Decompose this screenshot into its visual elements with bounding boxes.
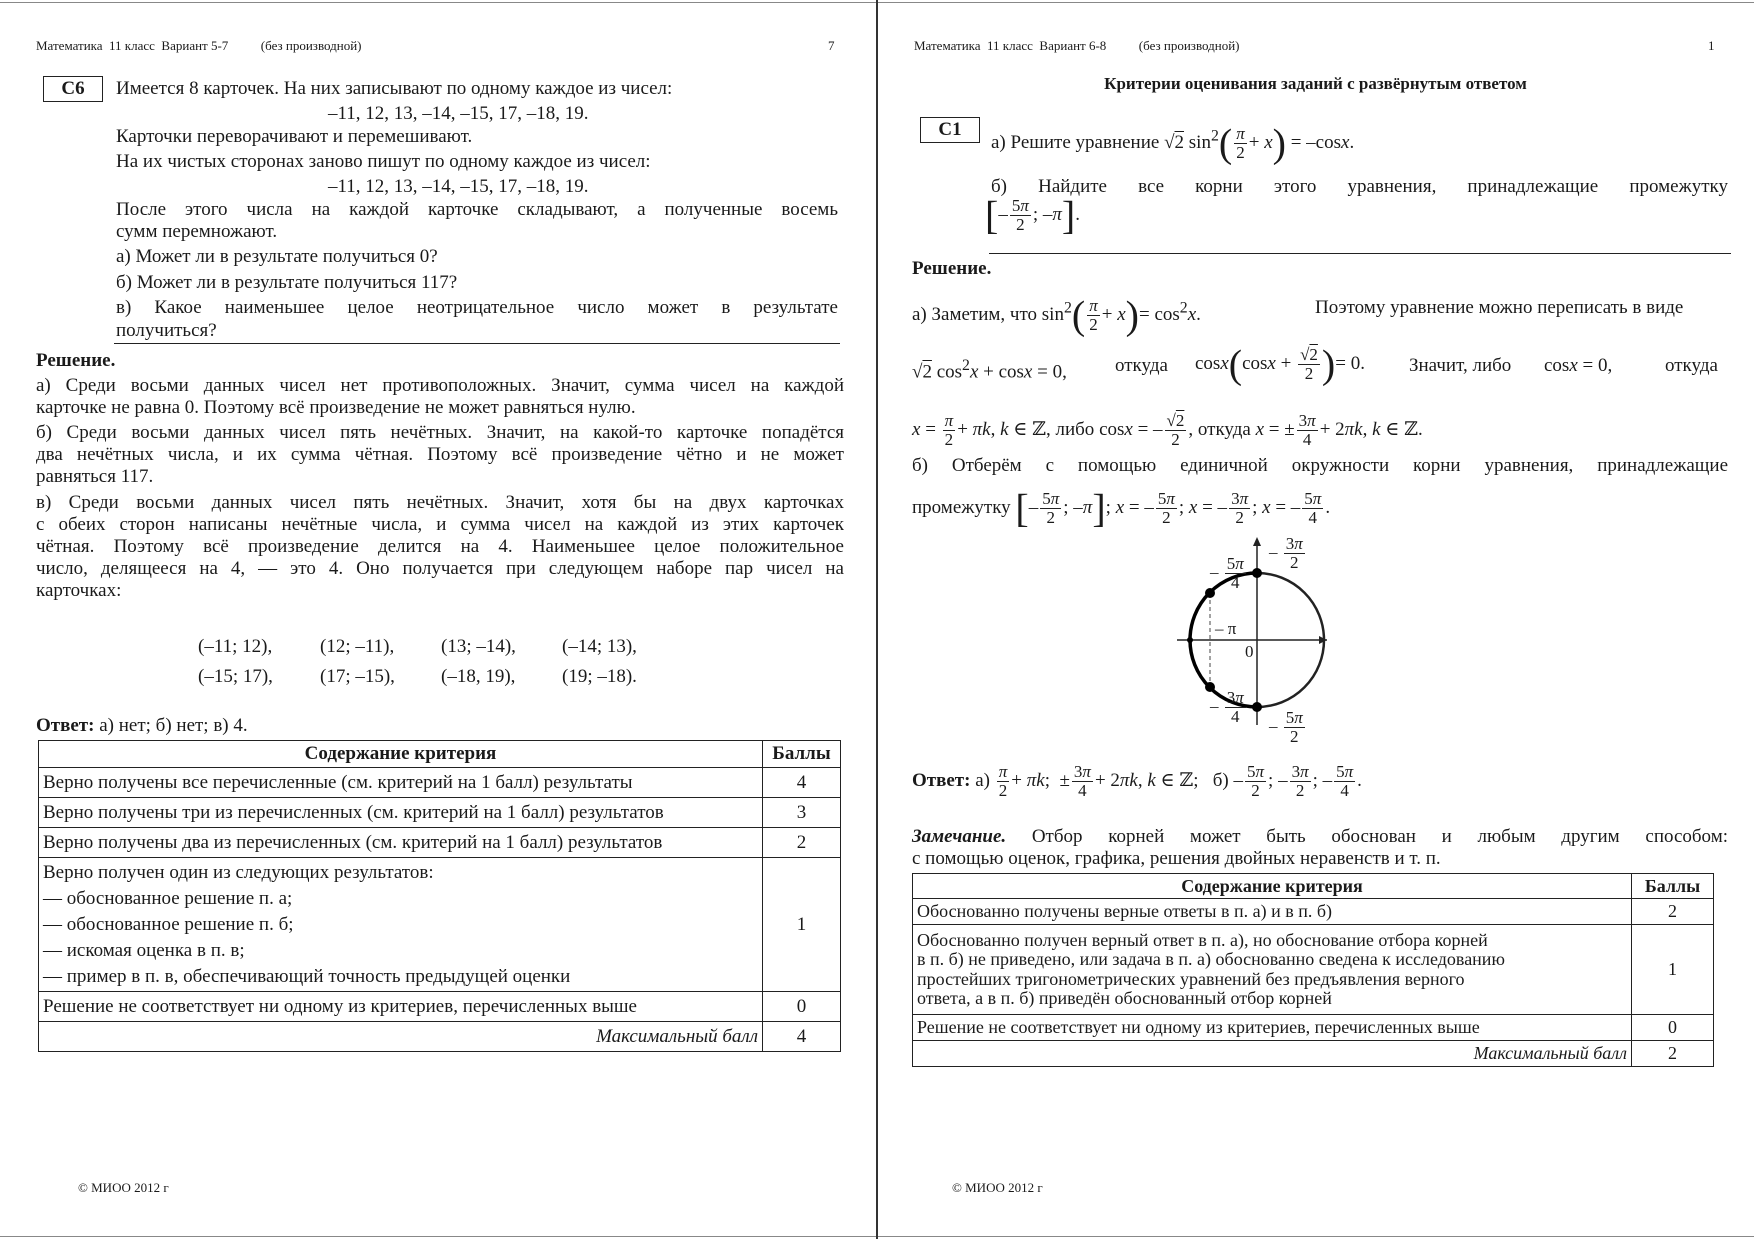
max-score-label: Максимальный балл [39, 1022, 763, 1052]
y-axis-arrow [1253, 537, 1261, 546]
table-row [913, 925, 1714, 1015]
part-a-equation: √2 $\sin^2$( $\frac{\pi}{2}$ + x) = –cosx. [1164, 120, 1355, 166]
table-row [39, 858, 841, 992]
sol-a2-cos-zero: cosx = 0, [1544, 355, 1613, 376]
criterion-line: — пример в п. в, обеспечивающий точность предыдущей оценки [43, 965, 571, 987]
left-answer-label: Ответ: [36, 715, 95, 736]
left-header: Математика 11 класс Вариант 5-7 (без производной) [36, 38, 362, 53]
left-page-number: 7 [828, 38, 835, 53]
sol-a2-whence2: откуда [1665, 355, 1718, 376]
remark-line2: с помощью оценок, графика, решения двойных неравенств и т. п. [912, 848, 1441, 869]
point-minus-3pi-2 [1252, 568, 1262, 578]
sol-a3-whence: откуда [1197, 418, 1251, 440]
pair: (19; –18). [562, 666, 637, 687]
part-b-interval: [– $\frac{5\pi}{2}$ ; –π]. [985, 192, 1080, 238]
solution-a-line: а) Среди восьми данных чисел нет противоположных. Значит, сумма чисел на каждой [36, 375, 844, 396]
solution-a-line3: x = $\frac{\pi}{2}$ + πk, k ∈ ℤ, либо cosx = – $\frac{√2}{2}$ , откуда x = ± $\frac{3\pi}{4}$ + 2πk, k ∈ ℤ. [912, 411, 1423, 449]
criterion-points: 3 [763, 798, 841, 828]
criterion-text: Верно получены все перечисленные (см. критерий на 1 балл) результаты [39, 768, 763, 798]
solution-c-line: с обеих сторон написаны нечётные числа, и сумма чисел на каждой из этих карточек [36, 514, 844, 535]
minus-pi-label: – π [1215, 619, 1237, 638]
problem-line: Имеется 8 карточек. На них записывают по одному каждое из чисел: [116, 78, 673, 99]
solution-a-line: карточке не равна 0. Поэтому всё произведение не может равняться нулю. [36, 397, 636, 418]
sol-a2-factored: cosx(cosx + $\frac{√2}{2}$ )= 0. [1195, 341, 1365, 387]
solution-b-line: равняться 117. [36, 466, 154, 487]
solution-c-line: чётная. Поэтому всё произведение делится на 4. Наименьшее целое положительное [36, 536, 844, 557]
criterion-text: Решение не соответствует ни одному из критериев, перечисленных выше [39, 992, 763, 1022]
criterion-text: Обоснованно получены верные ответы в п. а) и в п. б) [913, 899, 1632, 925]
right-answer: Ответ: а) $\frac{\pi}{2}$ + πk; ± $\frac{3\pi}{4}$ + 2πk, k ∈ ℤ; б) – $\frac{5\pi}{2}$ ; – $\frac{3\pi}{2}$ ; – $\frac{5\pi}{4}$ . [912, 762, 1362, 800]
table-row [913, 899, 1714, 925]
table-row [39, 798, 841, 828]
criteria-title: Критерии оценивания заданий с развёрнутым ответом [1104, 74, 1527, 93]
header-points: Баллы [1632, 874, 1714, 899]
solution-a-line1: а) Заметим, что $\sin^2$( $\frac{\pi}{2}$ + $x)= \cos^2x$. [912, 292, 1201, 338]
remark-line1 [912, 826, 1728, 848]
problem-line: После этого числа на каждой карточке складывают, а полученные восемь [116, 199, 838, 220]
header-content: Содержание критерия [39, 741, 763, 768]
left-page [0, 0, 876, 1239]
criterion-points: 2 [1632, 899, 1714, 925]
left-criteria-table [38, 740, 841, 1052]
criterion-points: 0 [1632, 1015, 1714, 1041]
part-a-text: а) Решите уравнение [991, 131, 1160, 153]
criterion-text [913, 925, 1632, 1015]
table-header-row [39, 741, 841, 768]
right-page [877, 0, 1754, 1239]
problem-line: Карточки переворачивают и перемешивают. [116, 126, 473, 147]
problem-line: а) Может ли в результате получиться 0? [116, 246, 438, 267]
criterion-text [39, 858, 763, 992]
pair: (17; –15), [320, 666, 395, 687]
right-answer-label: Ответ: [912, 769, 971, 791]
criterion-line: — обоснованное решение п. б; [43, 913, 294, 935]
solution-c-line: число, делящееся на 4, — это 4. Оно получается при следующем наборе пар чисел на [36, 558, 844, 579]
table-row [39, 828, 841, 858]
criterion-line: — обоснованное решение п. а; [43, 887, 293, 909]
table-max-row [39, 1022, 841, 1052]
pair: (–18, 19), [441, 666, 516, 687]
solution-b-line: б) Среди восьми данных чисел пять нечётных. Значит, на какой-то карточке попадётся [36, 422, 844, 443]
header-content: Содержание критерия [913, 874, 1632, 899]
max-score-value: 4 [763, 1022, 841, 1052]
header-points: Баллы [763, 741, 841, 768]
label-minus-5pi-4: – $\frac{5\pi}{4}$ [1210, 554, 1244, 592]
part-a [991, 120, 1355, 166]
solution-a-line2: √2 $\cos^2x + \cos x = 0$, [912, 357, 1067, 383]
left-answer-text: а) нет; б) нет; в) 4. [94, 715, 248, 736]
criterion-line: Верно получен один из следующих результатов: [43, 861, 434, 883]
left-solution-heading: Решение. [36, 350, 116, 371]
criterion-text: Решение не соответствует ни одному из критериев, перечисленных выше [913, 1015, 1632, 1041]
table-header-row [913, 874, 1714, 899]
right-header: Математика 11 класс Вариант 6-8 (без производной) [914, 38, 1240, 53]
sol-a-prefix: а) Заметим, что [912, 303, 1038, 325]
table-row [39, 768, 841, 798]
criterion-text: Верно получены три из перечисленных (см. критерий на 1 балл) результатов [39, 798, 763, 828]
part-b-line: б) Найдите все корни этого уравнения, принадлежащие промежутку [991, 176, 1728, 197]
problem-line: сумм перемножают. [116, 221, 278, 242]
solution-c-line: в) Среди восьми данных чисел пять нечётных. Значит, хотя бы на двух карточках [36, 492, 844, 513]
max-score-value: 2 [1632, 1041, 1714, 1067]
solution-c-line: карточках: [36, 580, 122, 601]
pair: (–14; 13), [562, 636, 637, 657]
pair: (12; –11), [320, 636, 395, 657]
pair: (13; –14), [441, 636, 516, 657]
table-row [913, 1015, 1714, 1041]
label-minus-3pi-2: – $\frac{3\pi}{2}$ [1269, 534, 1303, 572]
sol-a3-either: либо [1055, 418, 1095, 440]
origin-label: 0 [1245, 642, 1254, 661]
criterion-line: — искомая оценка в п. в; [43, 939, 245, 961]
criterion-points: 0 [763, 992, 841, 1022]
problem-line: –11, 12, 13, –14, –15, 17, –18, 19. [328, 176, 589, 197]
sol-a2-thus: Значит, либо [1409, 355, 1512, 376]
label-minus-3pi-4: – $\frac{3\pi}{4}$ [1210, 688, 1244, 726]
pair: (–11; 12), [198, 636, 273, 657]
pair: (–15; 17), [198, 666, 273, 687]
criterion-points: 2 [763, 828, 841, 858]
right-task-label: С1 [920, 117, 980, 143]
problem-line: получиться? [116, 320, 217, 341]
left-answer [36, 715, 248, 737]
right-solution-heading: Решение. [912, 258, 992, 279]
left-task-label: С6 [43, 76, 103, 102]
criterion-line: простейших тригонометрических уравнений без предъявления верного [917, 968, 1465, 989]
left-footer: © МИОО 2012 г [78, 1180, 169, 1195]
problem-divider [114, 343, 840, 344]
problem-line: б) Может ли в результате получиться 117? [116, 272, 458, 293]
problem-line: в) Какое наименьшее целое неотрицательное число может в результате [116, 297, 838, 318]
problem-line: –11, 12, 13, –14, –15, 17, –18, 19. [328, 103, 589, 124]
sol-b-line2: промежутку [– $\frac{5\pi}{2}$ ; –π]; x = – $\frac{5\pi}{2}$ ; x = – $\frac{3\pi}{2}$ ; x = – $\frac{5\pi}{4}$ . [912, 485, 1331, 531]
table-max-row [913, 1041, 1714, 1067]
remark-text: Отбор корней может быть обоснован и любым другим способом: [1031, 826, 1728, 847]
table-row [39, 992, 841, 1022]
point-minus-pi [1187, 637, 1193, 643]
solution-b-line: два нечётных числа, и их сумма чётная. Поэтому всё произведение чётно и не может [36, 444, 844, 465]
problem-line: На их чистых сторонах заново пишут по одному каждое из чисел: [116, 151, 651, 172]
criterion-line: в п. б) не приведено, или задача в п. а) обоснованно сведена к исследованию [917, 949, 1505, 969]
criterion-line: ответа, а в п. б) приведён обоснованный отбор корней [917, 988, 1332, 1008]
sol-b-interval-label: промежутку [912, 496, 1011, 518]
max-score-label: Максимальный балл [913, 1041, 1632, 1067]
label-minus-5pi-2: – $\frac{5\pi}{2}$ [1269, 708, 1303, 746]
remark-label: Замечание. [912, 826, 1007, 847]
point-minus-5pi-2 [1252, 702, 1262, 712]
criterion-text: Верно получены два из перечисленных (см. критерий на 1 балл) результатов [39, 828, 763, 858]
sol-a2-whence: откуда [1115, 355, 1168, 376]
criterion-line: Обоснованно получен верный ответ в п. а), но обоснование отбора корней [917, 929, 1488, 950]
sol-a-suffix: Поэтому уравнение можно переписать в виде [1315, 297, 1684, 318]
part-b-divider [989, 253, 1731, 254]
right-footer: © МИОО 2012 г [952, 1180, 1043, 1195]
right-page-number: 1 [1708, 38, 1715, 53]
sol-b-line1: б) Отберём с помощью единичной окружности корни уравнения, принадлежащие [912, 455, 1728, 476]
criterion-points: 1 [1632, 925, 1714, 1015]
right-criteria-table [912, 873, 1714, 1067]
criterion-points: 4 [763, 768, 841, 798]
criterion-points: 1 [763, 858, 841, 992]
